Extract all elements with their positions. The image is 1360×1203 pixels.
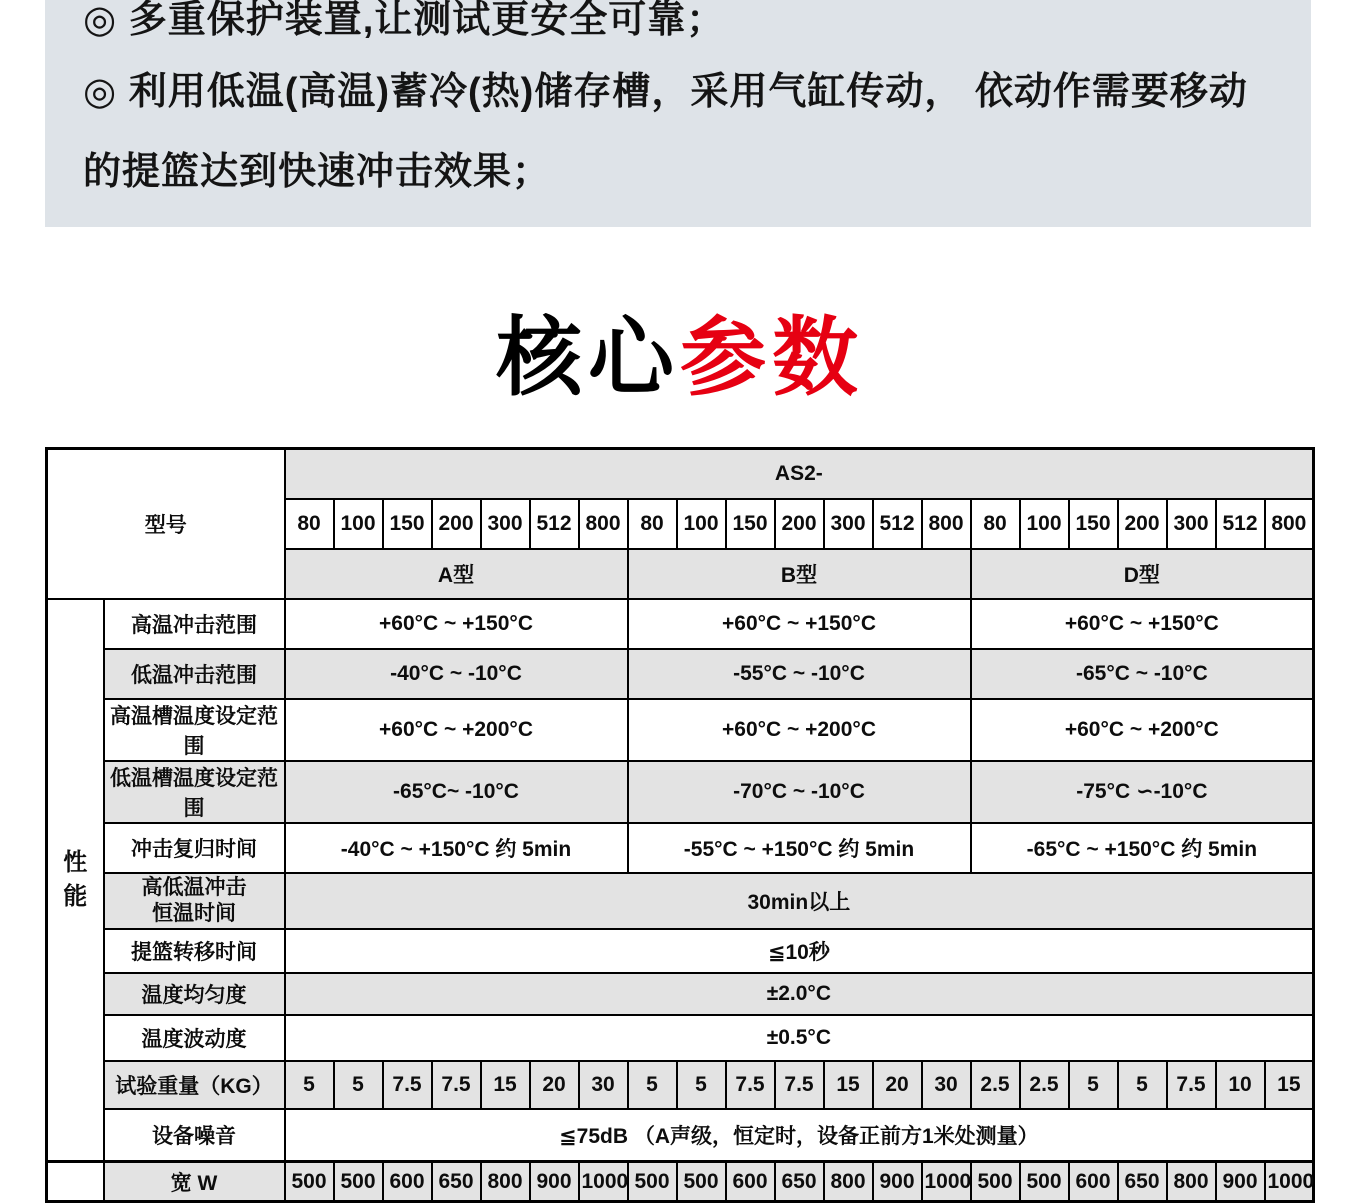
model-header-cell: 80 — [971, 499, 1020, 549]
spec-value: -55°C ~ +150°C 约 5min — [628, 823, 971, 873]
weight-cell: 30 — [579, 1061, 628, 1109]
model-header-cell: 100 — [677, 499, 726, 549]
weight-cell: 5 — [1118, 1061, 1167, 1109]
width-cell: 500 — [1020, 1162, 1069, 1202]
weight-cell: 10 — [1216, 1061, 1265, 1109]
model-header-cell: 300 — [481, 499, 530, 549]
model-header-cell: 80 — [285, 499, 334, 549]
model-header-cell: 300 — [1167, 499, 1216, 549]
row-recovery — [47, 823, 1314, 873]
row-label: 温度波动度 — [104, 1015, 285, 1061]
width-cell: 900 — [873, 1162, 922, 1202]
model-header-cell: 150 — [383, 499, 432, 549]
type-header-a: A型 — [285, 549, 628, 599]
intro-block — [45, 0, 1311, 227]
spec-value: +60°C ~ +200°C — [285, 699, 628, 761]
row-weight — [47, 1061, 1314, 1109]
width-cell: 900 — [1216, 1162, 1265, 1202]
width-cell: 650 — [775, 1162, 824, 1202]
width-cell: 500 — [628, 1162, 677, 1202]
page-title-red: 参数 — [680, 310, 864, 406]
width-cell: 600 — [383, 1162, 432, 1202]
page-title-black: 核心 — [496, 310, 680, 406]
model-header-cell: 300 — [824, 499, 873, 549]
spec-value: -65°C~ -10°C — [285, 761, 628, 823]
weight-cell: 30 — [922, 1061, 971, 1109]
spec-value: ≦10秒 — [285, 929, 1314, 973]
width-cell: 1000 — [922, 1162, 971, 1202]
weight-cell: 2.5 — [1020, 1061, 1069, 1109]
weight-cell: 7.5 — [383, 1061, 432, 1109]
row-label: 低温槽温度设定范围 — [104, 761, 285, 823]
width-cell: 500 — [285, 1162, 334, 1202]
weight-cell: 15 — [1265, 1061, 1314, 1109]
spec-value: +60°C ~ +150°C — [285, 599, 628, 649]
intro-line-3: 的提篮达到快速冲击效果； — [83, 151, 552, 193]
row-dwell — [47, 873, 1314, 929]
spec-value: +60°C ~ +150°C — [971, 599, 1314, 649]
spec-value: -75°C ∽-10°C — [971, 761, 1314, 823]
width-cell: 600 — [726, 1162, 775, 1202]
weight-cell: 20 — [873, 1061, 922, 1109]
weight-cell: 7.5 — [1167, 1061, 1216, 1109]
model-header-cell: 100 — [334, 499, 383, 549]
weight-cell: 7.5 — [775, 1061, 824, 1109]
corner-model-label: 型号 — [47, 449, 285, 599]
type-header-d: D型 — [971, 549, 1314, 599]
width-cell: 500 — [677, 1162, 726, 1202]
weight-cell: 15 — [824, 1061, 873, 1109]
spec-value: -70°C ~ -10°C — [628, 761, 971, 823]
spec-value: -55°C ~ -10°C — [628, 649, 971, 699]
spec-value: ≦75dB （A声级，恒定时，设备正前方1米处测量） — [285, 1109, 1314, 1162]
model-header-cell: 100 — [1020, 499, 1069, 549]
row-high-set — [47, 699, 1314, 761]
row-noise — [47, 1109, 1314, 1162]
row-high-shock — [47, 599, 1314, 649]
intro-line-2: ◎ 利用低温(高温)蓄冷(热)储存槽，采用气缸传动， 依动作需要移动 — [83, 71, 1248, 113]
model-header-cell: 512 — [873, 499, 922, 549]
spec-value: +60°C ~ +200°C — [971, 699, 1314, 761]
width-cell: 800 — [824, 1162, 873, 1202]
section-performance — [47, 599, 104, 1162]
spec-value: -65°C ~ +150°C 约 5min — [971, 823, 1314, 873]
weight-cell: 2.5 — [971, 1061, 1020, 1109]
weight-cell: 15 — [481, 1061, 530, 1109]
row-uniformity — [47, 973, 1314, 1015]
spec-value: ±2.0°C — [285, 973, 1314, 1015]
row-label: 低温冲击范围 — [104, 649, 285, 699]
spec-value: ±0.5°C — [285, 1015, 1314, 1061]
model-header-cell: 200 — [1118, 499, 1167, 549]
series-header: AS2- — [285, 449, 1314, 499]
section-performance-label: 性能 — [63, 848, 88, 910]
weight-cell: 5 — [1069, 1061, 1118, 1109]
model-header-cell: 200 — [432, 499, 481, 549]
spec-value: +60°C ~ +200°C — [628, 699, 971, 761]
row-label: 冲击复归时间 — [104, 823, 285, 873]
model-header-cell: 800 — [579, 499, 628, 549]
weight-cell: 5 — [677, 1061, 726, 1109]
weight-cell: 5 — [628, 1061, 677, 1109]
weight-cell: 7.5 — [726, 1061, 775, 1109]
row-width — [47, 1162, 1314, 1202]
width-cell: 500 — [971, 1162, 1020, 1202]
spec-value: -65°C ~ -10°C — [971, 649, 1314, 699]
row-low-shock — [47, 649, 1314, 699]
weight-cell: 5 — [285, 1061, 334, 1109]
width-cell: 500 — [334, 1162, 383, 1202]
model-header-cell: 800 — [922, 499, 971, 549]
width-cell: 800 — [1167, 1162, 1216, 1202]
model-header-cell: 150 — [726, 499, 775, 549]
width-cell: 600 — [1069, 1162, 1118, 1202]
model-header-cell: 80 — [628, 499, 677, 549]
width-cell: 650 — [432, 1162, 481, 1202]
spec-table — [45, 447, 1315, 1203]
weight-cell: 7.5 — [432, 1061, 481, 1109]
row-label — [104, 873, 285, 929]
row-label: 宽 W — [104, 1162, 285, 1202]
row-label: 试验重量（KG） — [104, 1061, 285, 1109]
section-dimensions — [47, 1162, 104, 1202]
model-header-cell: 512 — [530, 499, 579, 549]
model-header-cell: 512 — [1216, 499, 1265, 549]
spec-value: +60°C ~ +150°C — [628, 599, 971, 649]
spec-value: 30min以上 — [285, 873, 1314, 929]
model-header-cell: 150 — [1069, 499, 1118, 549]
page-title — [0, 288, 1360, 412]
row-transfer — [47, 929, 1314, 973]
row-label: 提篮转移时间 — [104, 929, 285, 973]
weight-cell: 5 — [334, 1061, 383, 1109]
row-label: 温度均匀度 — [104, 973, 285, 1015]
row-label-line1: 高低温冲击 — [141, 875, 247, 899]
width-cell: 900 — [530, 1162, 579, 1202]
row-label: 设备噪音 — [104, 1109, 285, 1162]
row-fluctuation — [47, 1015, 1314, 1061]
model-header-cell: 800 — [1265, 499, 1314, 549]
width-cell: 800 — [481, 1162, 530, 1202]
weight-cell: 20 — [530, 1061, 579, 1109]
width-cell: 1000 — [1265, 1162, 1314, 1202]
width-cell: 650 — [1118, 1162, 1167, 1202]
row-low-set — [47, 761, 1314, 823]
row-label-line2: 恒温时间 — [152, 901, 236, 925]
row-label: 高温冲击范围 — [104, 599, 285, 649]
header-series-row — [47, 449, 1314, 499]
model-header-cell: 200 — [775, 499, 824, 549]
spec-value: -40°C ~ -10°C — [285, 649, 628, 699]
row-label: 高温槽温度设定范围 — [104, 699, 285, 761]
spec-value: -40°C ~ +150°C 约 5min — [285, 823, 628, 873]
type-header-b: B型 — [628, 549, 971, 599]
width-cell: 1000 — [579, 1162, 628, 1202]
intro-line-1: ◎ 多重保护装置,让测试更安全可靠； — [83, 0, 726, 41]
